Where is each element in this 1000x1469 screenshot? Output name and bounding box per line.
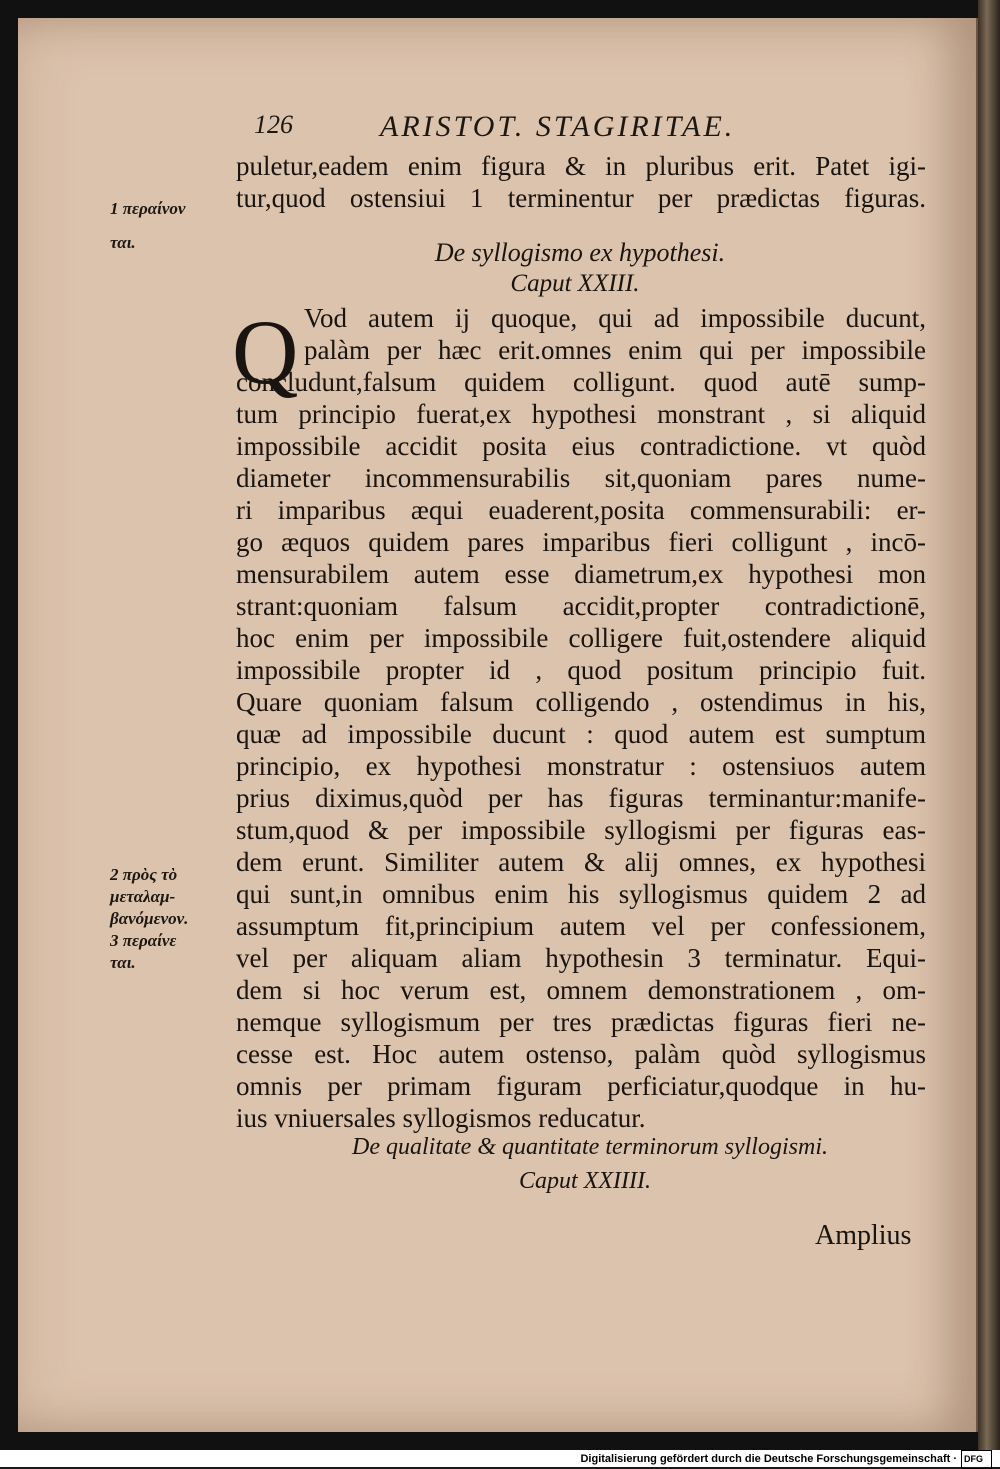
digitization-footer — [0, 1450, 1000, 1467]
text-line: prius diximus,quòd per has figuras terminantur:manife- — [236, 783, 926, 813]
chapter-paragraph — [232, 301, 926, 1134]
chapter-number: Caput XXIIII. — [519, 1168, 651, 1194]
text-line: nemque syllogismum per tres prædictas figuras fieri ne- — [236, 1007, 926, 1037]
text-line: Quare quoniam falsum colligendo , ostendimus in his, — [236, 687, 926, 717]
dfg-logo-icon: DFG — [961, 1450, 992, 1469]
text-line: ri imparibus æqui euaderent,posita commensurabili: er- — [236, 495, 926, 525]
marginal-note — [110, 864, 240, 974]
page-number: 126 — [254, 110, 293, 139]
text-line: go æquos quidem pares imparibus fieri colligunt , incō- — [236, 527, 926, 557]
chapter-title: De syllogismo ex hypothesi. — [434, 238, 726, 267]
footer-credit — [580, 1450, 1000, 1469]
text-line: dem si hoc verum est, omnem demonstrationem , om- — [236, 975, 926, 1005]
marginal-note-line: 3 περαίνε — [110, 931, 177, 950]
text-line: principio, ex hypothesi monstratur : ostensiuos autem — [236, 751, 926, 781]
marginal-note-line: 2 πρὸς τὸ — [110, 865, 178, 884]
chapter-number: Caput XXIII. — [510, 270, 640, 297]
catchword: Amplius — [815, 1220, 912, 1251]
page-header — [0, 110, 1000, 150]
text-line: ius vniuersales syllogismos reducatur. — [236, 1103, 646, 1133]
chapter-title: De qualitate & quantitate terminorum syllogismi. — [352, 1134, 828, 1160]
text-line: quæ ad impossibile ducunt : quod autem est sumptum — [236, 719, 926, 749]
text-line: assumptum fit,principium autem vel per confessionem, — [236, 911, 926, 941]
text-line: omnis per primam figuram perficiatur,quodque in hu- — [236, 1071, 926, 1101]
text-line: strant:quoniam falsum accidit,propter contradictionē, — [236, 591, 926, 621]
text-line: Vod autem ij quoque, qui ad impossibile ducunt, — [304, 303, 926, 333]
marginal-note-line: 1 περαίνον — [110, 199, 186, 218]
text-line: impossibile accidit posita eius contradictione. vt quòd — [236, 431, 926, 461]
paragraph-continuation — [236, 150, 926, 214]
drop-cap: Q — [232, 301, 299, 403]
text-line: mensurabilem autem esse diametrum,ex hypothesi mon — [236, 559, 926, 589]
text-line: diameter incommensurabilis sit,quoniam pares nume- — [236, 463, 926, 493]
text-line: hoc enim per impossibile colligere fuit,ostendere aliquid — [236, 623, 926, 653]
text-line: qui sunt,in omnibus enim his syllogismus quidem 2 ad — [236, 879, 926, 909]
running-head: ARISTOT. STAGIRITAE. — [380, 110, 736, 143]
text-line: puletur,eadem enim figura & in pluribus erit. Patet igi- — [236, 151, 926, 181]
marginal-note-line: μεταλαμ- — [110, 887, 176, 906]
text-line: impossibile propter id , quod positum principio fuit. — [236, 655, 926, 685]
marginal-note-line: ται. — [110, 233, 136, 252]
text-line: dem erunt. Similiter autem & alij omnes, ex hypothesi — [236, 847, 926, 877]
marginal-note-line: βανόμενον. — [110, 909, 189, 928]
book-spine — [978, 0, 1000, 1450]
text-line: stum,quod & per impossibile syllogismi per figuras eas- — [236, 815, 926, 845]
text-line: tur,quod ostensiui 1 terminentur per prædictas figuras. — [236, 183, 926, 213]
footer-credit-text: Digitalisierung gefördert durch die Deutsche Forschungsgemeinschaft · — [580, 1453, 957, 1465]
marginal-note-line: ται. — [110, 953, 136, 972]
text-line: concludunt,falsum quidem colligunt. quod autē sump- — [236, 367, 926, 397]
text-line: cesse est. Hoc autem ostenso, palàm quòd syllogismus — [236, 1039, 926, 1069]
text-line: palàm per hæc erit.omnes enim qui per impossibile — [304, 335, 926, 365]
text-line: vel per aliquam aliam hypothesin 3 terminatur. Equi- — [236, 943, 926, 973]
text-line: tum principio fuerat,ex hypothesi monstrant , si aliquid — [236, 399, 926, 429]
